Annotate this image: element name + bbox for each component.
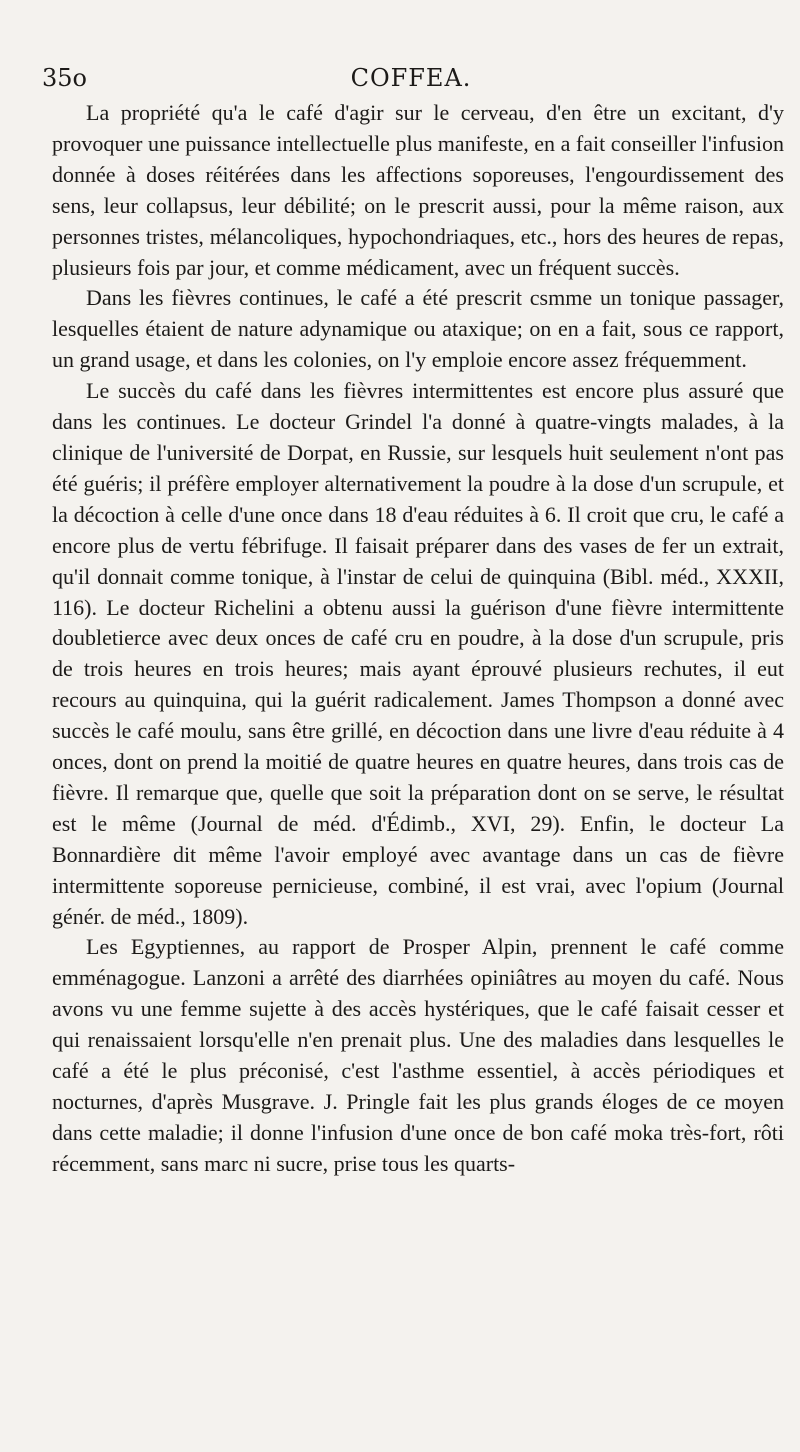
running-title: COFFEA. [350,64,472,92]
body-text [52,98,784,1180]
paragraph-continuous-fevers: Dans les fièvres continues, le café a été prescrit csmme un tonique passager, lesquelles étaient de nature adynamique ou ataxique; on en a fait, sous ce rapport, un grand usage, et dans les colonies, on l'y emploie encore assez fréquemment. [52,285,784,373]
paragraph-brain-stimulant: La propriété qu'a le café d'agir sur le cerveau, d'en être un excitant, d'y provoquer une puissance intellectuelle plus manifeste, en a fait conseiller l'infusion donnée à doses réitérées dans les affections soporeuses, l'engourdissement des sens, leur collapsus, leur débilité; on le prescrit aussi, pour la même raison, aux personnes tristes, mélancoliques, hypochondriaques, etc., hors des heures de repas, plusieurs fois par jour, et comme médicament, avec un fréquent succès. [52,100,784,280]
page-number: 35o [42,64,87,92]
paragraph-intermittent-fevers: Le succès du café dans les fièvres intermittentes est encore plus assuré que dans les continues. Le docteur Grindel l'a donné à quatre-vingts malades, à la clinique de l'université de Dorpat, en Russie, sur lesquels huit seulement n'ont pas été guéris; il préfère employer alternativement la poudre à la dose d'un scrupule, et la décoction à celle d'une once dans 18 d'eau réduites à 6. Il croit que cru, le café a encore plus de vertu fébrifuge. Il faisait préparer dans des vases de fer un extrait, qu'il donnait comme tonique, à l'instar de celui de quinquina (Bibl. méd., XXXII, 116). Le docteur Richelini a obtenu aussi la guérison d'une fièvre intermittente doubletierce avec deux onces de café cru en poudre, à la dose d'un scrupule, pris de trois heures en trois heures; mais ayant éprouvé plusieurs rechutes, il eut recours au quinquina, qui la guérit radicalement. James Thompson a donné avec succès le café moulu, sans être grillé, en décoction dans une livre d'eau réduite à 4 onces, dont on prend la moitié de quatre heures en quatre heures, dans trois cas de fièvre. Il remarque que, quelle que soit la préparation dont on se serve, le résultat est le même (Journal de méd. d'Édimb., XVI, 29). Enfin, le docteur La Bonnardière dit même l'avoir employé avec avantage dans un cas de fièvre intermittente soporeuse pernicieuse, combiné, il est vrai, avec l'opium (Journal génér. de méd., 1809). [52,378,784,929]
page-header [42,64,780,98]
paragraph-other-uses: Les Egyptiennes, au rapport de Prosper Alpin, prennent le café comme emménagogue. Lanzoni a arrêté des diarrhées opiniâtres au moyen du café. Nous avons vu une femme sujette à des accès hystériques, que le café faisait cesser et qui renaissaient lorsqu'elle n'en prenait plus. Une des maladies dans lesquelles le café a été le plus préconisé, c'est l'asthme essentiel, à accès périodiques et nocturnes, d'après Musgrave. J. Pringle fait les plus grands éloges de ce moyen dans cette maladie; il donne l'infusion d'une once de bon café moka très-fort, rôti récemment, sans marc ni sucre, prise tous les quarts- [52,934,784,1176]
